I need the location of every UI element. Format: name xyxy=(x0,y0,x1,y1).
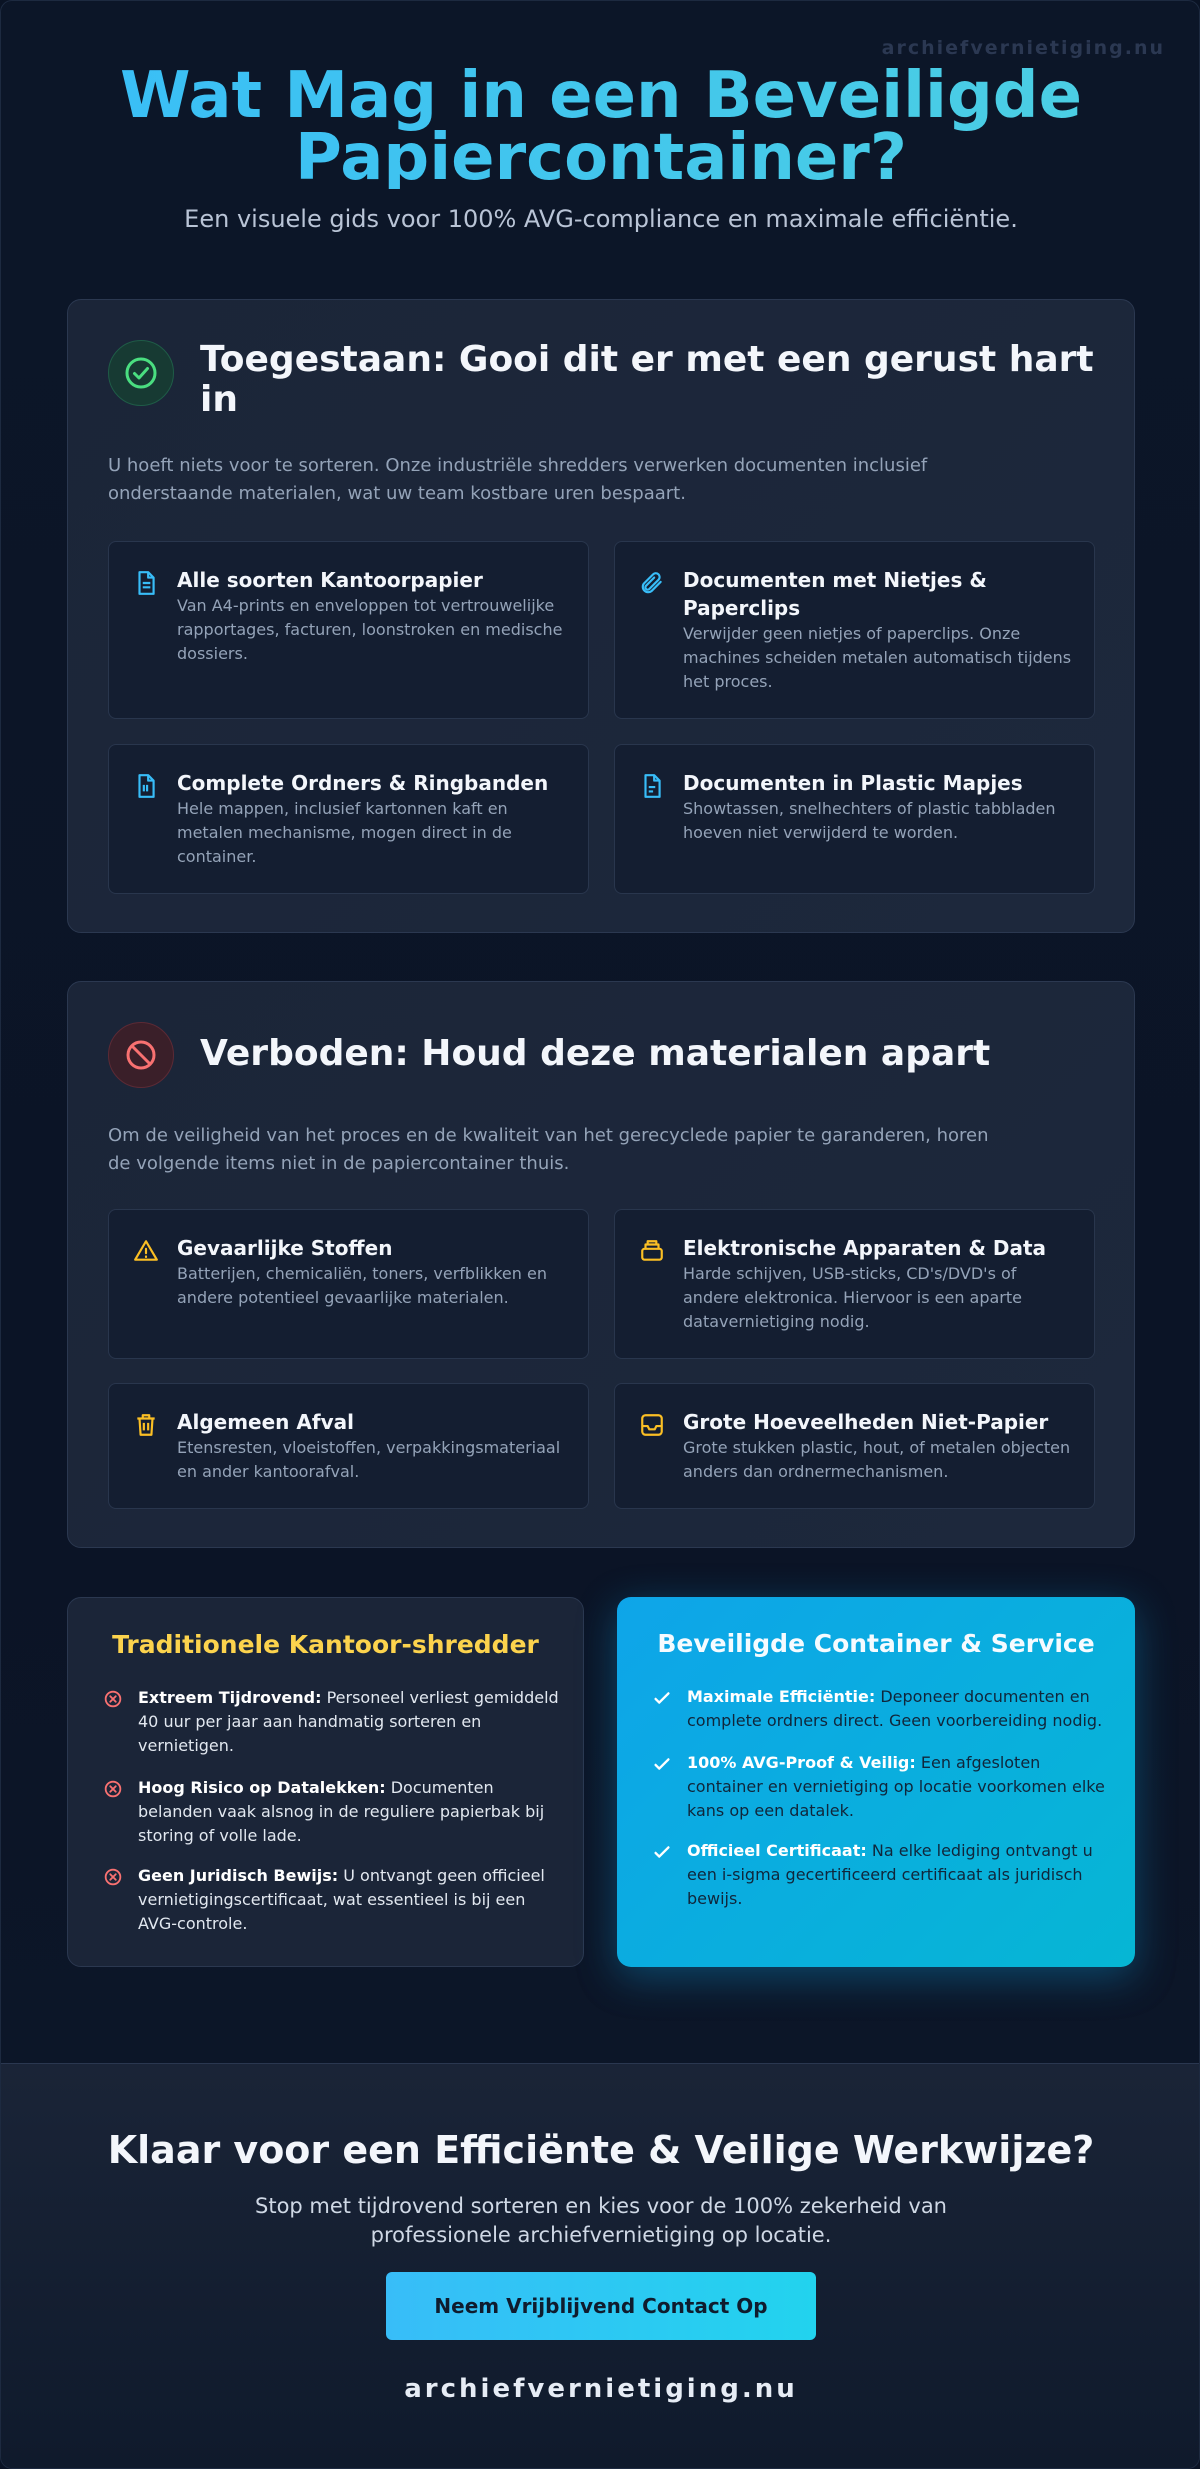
x-circle-icon xyxy=(102,1688,124,1710)
forbidden-section xyxy=(67,981,1135,1548)
forbidden-item-electronics xyxy=(614,1209,1095,1359)
binder-file-icon xyxy=(133,773,159,799)
row-text: Documenten belanden vaak alsnog in de reguliere papierbak bij storing of volle lade. xyxy=(138,1778,545,1845)
item-desc: Etensresten, vloeistoffen, verpakkingsmateriaal en ander kantoorafval. xyxy=(177,1438,561,1481)
hero xyxy=(1,59,1200,233)
row-text: Na elke lediging ontvangt u een i-sigma gecertificeerd certificaat als juridisch bewijs. xyxy=(687,1841,1093,1908)
item-desc: Showtassen, snelhechters of plastic tabbladen hoeven niet verwijderd te worden. xyxy=(683,799,1056,842)
allowed-header xyxy=(108,340,1100,420)
footer-cta-section xyxy=(1,2063,1200,2469)
page-title-line-2: Papiercontainer? xyxy=(295,121,907,195)
warning-icon xyxy=(133,1238,159,1264)
row-text: Deponeer documenten en complete ordners direct. Geen voorbereiding nodig. xyxy=(687,1687,1103,1730)
footer-subtitle: Stop met tijdrovend sorteren en kies voor de 100% zekerheid van professionele archiefvernietiging op locatie. xyxy=(255,2194,947,2247)
allowed-item-binders xyxy=(108,744,589,894)
item-desc: Van A4-prints en enveloppen tot vertrouwelijke rapportages, facturen, loonstroken en medische dossiers. xyxy=(177,596,563,663)
check-circle-icon xyxy=(108,340,174,406)
item-title: Documenten met Nietjes & Paperclips xyxy=(683,568,987,620)
forbidden-item-general-waste xyxy=(108,1383,589,1509)
item-title: Algemeen Afval xyxy=(177,1410,354,1434)
item-desc: Verwijder geen nietjes of paperclips. Onze machines scheiden metalen automatisch tijdens het proces. xyxy=(683,624,1072,691)
check-icon xyxy=(651,1687,673,1709)
secure-title: Beveiligde Container & Service xyxy=(657,1629,1095,1658)
document-icon xyxy=(133,570,159,596)
row-text: Personeel verliest gemiddeld 40 uur per jaar aan handmatig sorteren en vernietigen. xyxy=(138,1688,559,1755)
traditional-title: Traditionele Kantoor-shredder xyxy=(112,1630,539,1659)
row-text: U ontvangt geen officieel vernietigingscertificaat, wat essentieel is bij een AVG-controle. xyxy=(138,1866,545,1933)
forbidden-intro: Om de veiligheid van het proces en de kwaliteit van het gerecyclede papier te garanderen, horen de volgende items niet in de papiercontainer thuis. xyxy=(108,1125,989,1174)
secure-row xyxy=(651,1839,1121,1911)
allowed-item-staples xyxy=(614,541,1095,719)
secure-row xyxy=(651,1751,1121,1823)
allowed-item-office-paper xyxy=(108,541,589,719)
page-title xyxy=(1,59,1200,195)
paperclip-icon xyxy=(639,570,665,596)
item-title: Grote Hoeveelheden Niet-Papier xyxy=(683,1410,1049,1434)
traditional-row xyxy=(102,1776,562,1848)
traditional-row xyxy=(102,1864,562,1936)
footer-brand[interactable]: archiefvernietiging.nu xyxy=(404,2374,798,2404)
trash-icon xyxy=(133,1412,159,1438)
x-circle-icon xyxy=(102,1778,124,1800)
item-title: Gevaarlijke Stoffen xyxy=(177,1236,393,1260)
row-label: Hoog Risico op Datalekken: xyxy=(138,1778,386,1797)
file-text-icon xyxy=(639,773,665,799)
item-title: Complete Ordners & Ringbanden xyxy=(177,771,549,795)
row-label: 100% AVG-Proof & Veilig: xyxy=(687,1753,916,1772)
secure-container-card xyxy=(617,1597,1135,1967)
item-desc: Batterijen, chemicaliën, toners, verfblikken en andere potentieel gevaarlijke materialen. xyxy=(177,1264,547,1307)
item-desc: Hele mappen, inclusief kartonnen kaft en metalen mechanisme, mogen direct in de container. xyxy=(177,799,512,866)
secure-row xyxy=(651,1685,1121,1733)
footer-title: Klaar voor een Efficiënte & Veilige Werkwijze? xyxy=(107,2128,1095,2172)
item-title: Elektronische Apparaten & Data xyxy=(683,1236,1047,1260)
contact-button[interactable]: Neem Vrijblijvend Contact Op xyxy=(386,2272,816,2340)
allowed-title: Toegestaan: Gooi dit er met een gerust hart in xyxy=(200,339,1094,420)
row-label: Geen Juridisch Bewijs: xyxy=(138,1866,339,1885)
row-label: Officieel Certificaat: xyxy=(687,1841,867,1860)
forbidden-item-hazardous xyxy=(108,1209,589,1359)
forbidden-item-non-paper xyxy=(614,1383,1095,1509)
traditional-row xyxy=(102,1686,562,1758)
allowed-item-plastic-sleeves xyxy=(614,744,1095,894)
row-text: Een afgesloten container en vernietiging op locatie voorkomen elke kans op een datalek. xyxy=(687,1753,1105,1820)
inbox-icon xyxy=(639,1412,665,1438)
item-desc: Harde schijven, USB-sticks, CD's/DVD's of andere elektronica. Hiervoor is een aparte datavernietiging nodig. xyxy=(683,1264,1022,1331)
item-title: Alle soorten Kantoorpapier xyxy=(177,568,483,592)
check-icon xyxy=(651,1841,673,1863)
page-subtitle: Een visuele gids voor 100% AVG-compliance en maximale efficiëntie. xyxy=(184,205,1018,233)
x-circle-icon xyxy=(102,1866,124,1888)
page-title-line-1: Wat Mag in een Beveiligde xyxy=(120,59,1082,133)
item-title: Documenten in Plastic Mapjes xyxy=(683,771,1023,795)
prohibited-icon xyxy=(108,1022,174,1088)
row-label: Extreem Tijdrovend: xyxy=(138,1688,322,1707)
allowed-section xyxy=(67,299,1135,933)
item-desc: Grote stukken plastic, hout, of metalen objecten anders dan ordnermechanismen. xyxy=(683,1438,1071,1481)
check-icon xyxy=(651,1753,673,1775)
forbidden-header xyxy=(108,1022,1120,1088)
forbidden-title: Verboden: Houd deze materialen apart xyxy=(200,1033,991,1074)
allowed-intro: U hoeft niets voor te sorteren. Onze industriële shredders verwerken documenten inclusief onderstaande materialen, wat uw team kostbare uren bespaart. xyxy=(108,455,928,504)
storage-device-icon xyxy=(639,1238,665,1264)
watermark: archiefvernietiging.nu xyxy=(881,37,1165,59)
traditional-shredder-card xyxy=(67,1597,584,1967)
row-label: Maximale Efficiëntie: xyxy=(687,1687,876,1706)
